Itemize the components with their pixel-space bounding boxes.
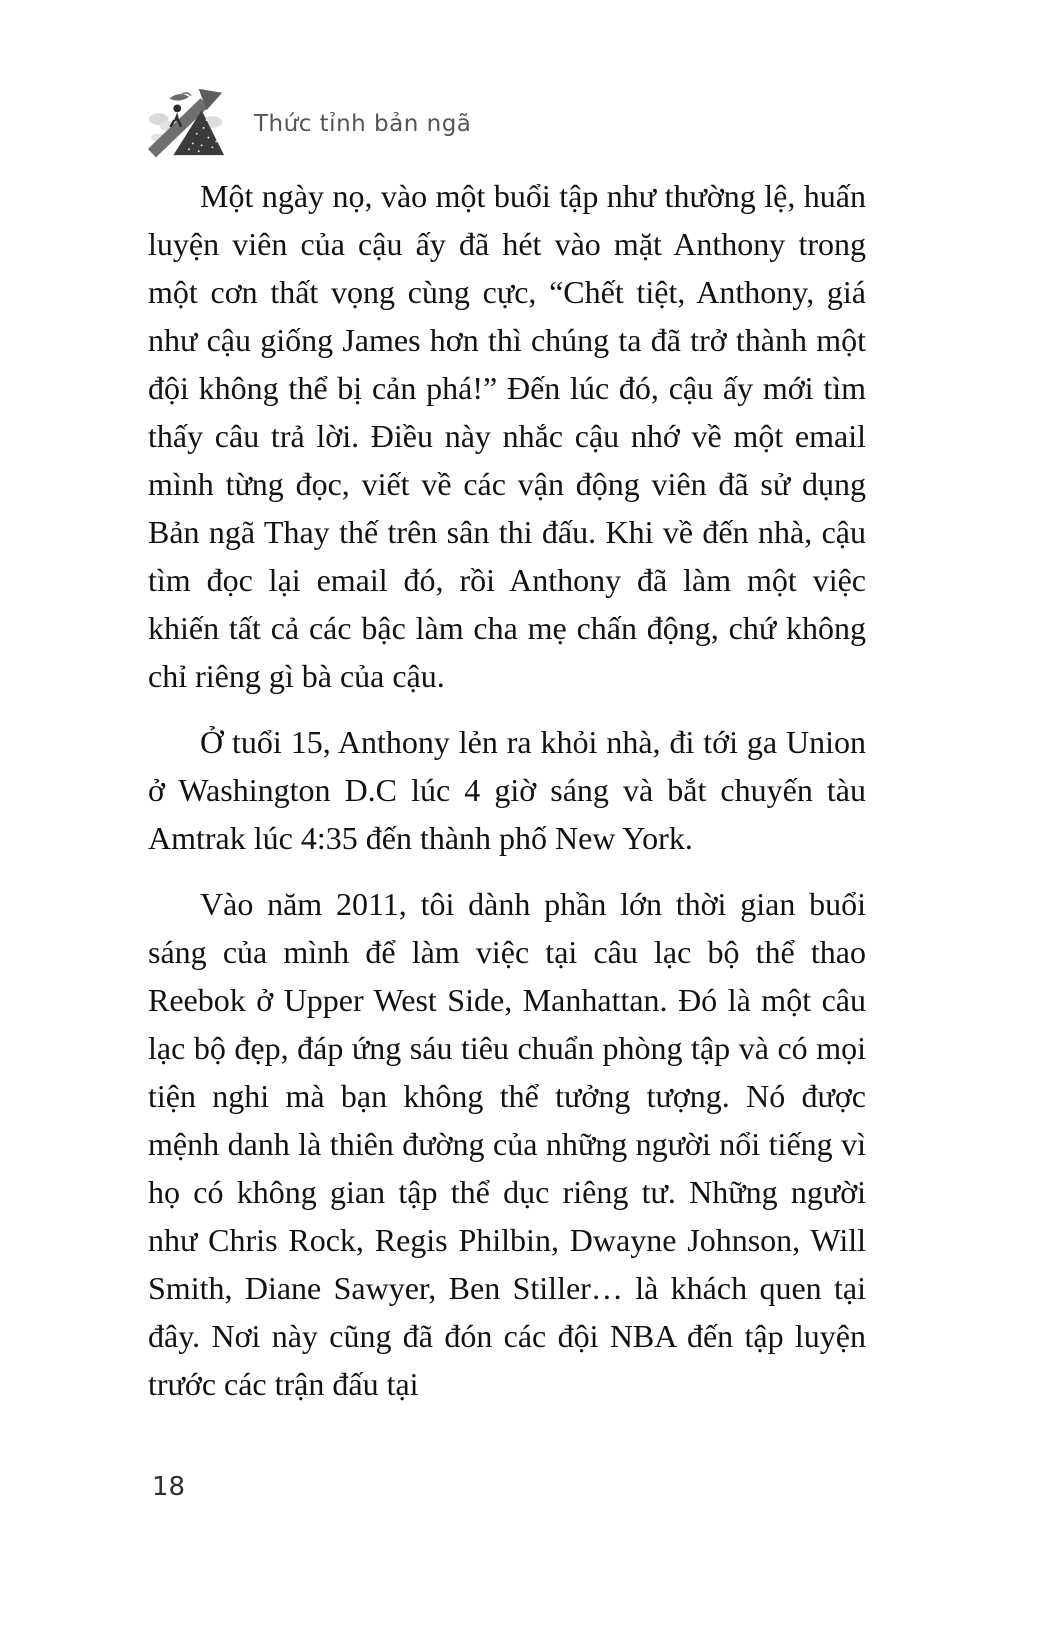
page-header — [148, 86, 471, 158]
paragraph-2: Ở tuổi 15, Anthony lẻn ra khỏi nhà, đi tới ga Union ở Washington D.C lúc 4 giờ sáng và bắt chuyến tàu Amtrak lúc 4:35 đến thành phố New York. — [148, 724, 866, 856]
mountain-climb-arrow-icon — [148, 86, 226, 158]
page-number: 18 — [152, 1472, 186, 1502]
running-head-title: Thức tỉnh bản ngã — [254, 111, 472, 137]
paragraph-3: Vào năm 2011, tôi dành phần lớn thời gian buổi sáng của mình để làm việc tại câu lạc bộ thể thao Reebok ở Upper West Side, Manhattan. Đó là một câu lạc bộ đẹp, đáp ứng sáu tiêu chuẩn phòng tập và có mọi tiện nghi mà bạn không thể tưởng tượng. Nó được mệnh danh là thiên đường của những người nổi tiếng vì họ có không gian tập thể dục riêng tư. Những người như Chris Rock, Regis Philbin, Dwayne Johnson, Will Smith, Diane Sawyer, Ben Stiller… là khách quen tại đây. Nơi này cũng đã đón các đội NBA đến tập luyện trước các trận đấu tại — [148, 886, 866, 1402]
paragraph-1: Một ngày nọ, vào một buổi tập như thường lệ, huấn luyện viên của cậu ấy đã hét vào mặt Anthony trong một cơn thất vọng cùng cực, “Chết tiệt, Anthony, giá như cậu giống James hơn thì chúng ta đã trở thành một đội không thể bị cản phá!” Đến lúc đó, cậu ấy mới tìm thấy câu trả lời. Điều này nhắc cậu nhớ về một email mình từng đọc, viết về các vận động viên đã sử dụng Bản ngã Thay thế trên sân thi đấu. Khi về đến nhà, cậu tìm đọc lại email đó, rồi Anthony đã làm một việc khiến tất cả các bậc làm cha mẹ chấn động, chứ không chỉ riêng gì bà của cậu. — [148, 178, 866, 694]
page-body-text — [148, 172, 866, 1426]
